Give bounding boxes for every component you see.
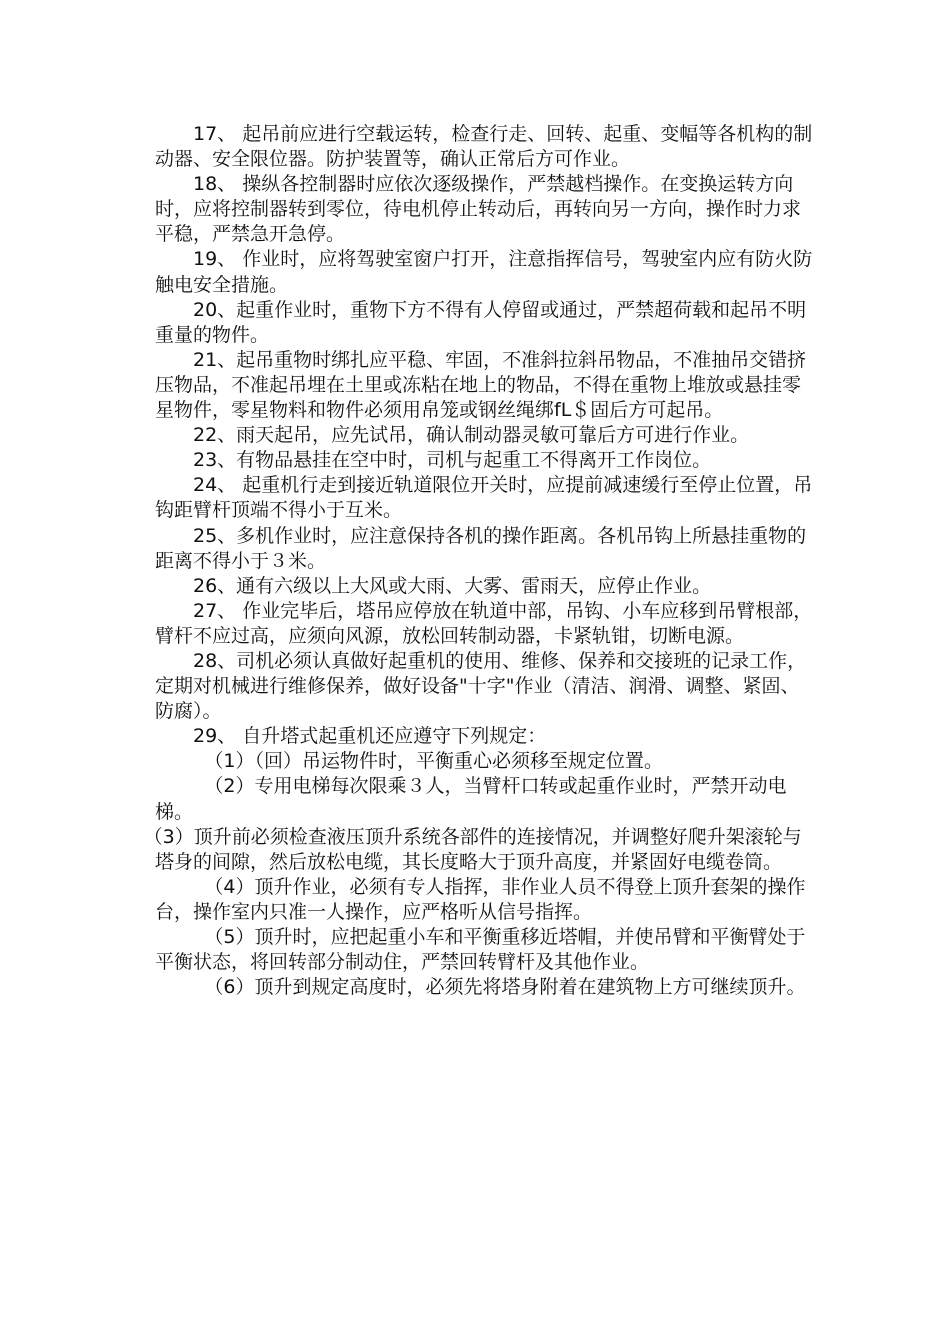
paragraph-29: 29、 自升塔式起重机还应遵守下列规定： (193, 725, 547, 748)
sub-item-1: （1）（回）吊运物件时，平衡重心必须移至规定位置。 (204, 750, 663, 773)
paragraph-25: 25、多机作业时，应注意保持各机的操作距离。各机吊钩上所悬挂重物的距离不得小于３米。 (155, 524, 807, 572)
paragraph-27: 27、 作业完毕后，塔吊应停放在轨道中部，吊钩、小车应移到吊臂根部，臂杆不应过高，应须向风源，放松回转制动器，卡紧轨钳，切断电源。 (155, 599, 813, 647)
paragraph-19: 19、 作业时，应将驾驶室窗户打开，注意指挥信号，驾驶室内应有防火防触电安全措施。 (155, 248, 813, 296)
sub-item-6: （6）顶升到规定高度时，必须先将塔身附着在建筑物上方可继续顶升。 (204, 976, 806, 999)
paragraph-18: 18、 操纵各控制器时应依次逐级操作，严禁越档操作。在变换运转方向时，应将控制器转到零位，待电机停止转动后，再转向另一方向，操作时力求平稳，严禁急开急停。 (155, 173, 802, 246)
paragraph-23: 23、有物品悬挂在空中时，司机与起重工不得离开工作岗位。 (193, 449, 712, 472)
paragraph-20: 20、起重作业时，重物下方不得有人停留或通过，严禁超荷载和起吊不明重量的物件。 (155, 298, 807, 346)
paragraph-17: 17、 起吊前应进行空载运转，检查行走、回转、起重、变幅等各机构的制动器、安全限位器。防护装置等，确认正常后方可作业。 (155, 123, 813, 171)
paragraph-24: 24、 起重机行走到接近轨道限位开关时，应提前减速缓行至停止位置，吊钩距臂杆顶端不得小于互米。 (155, 474, 813, 522)
sub-item-3: （3）顶升前必须检查液压顶升系统各部件的连接情况，并调整好爬升架滚轮与塔身的间隙，然后放松电缆，其长度略大于顶升高度，并紧固好电缆卷筒。 (143, 825, 802, 873)
sub-item-4: （4）顶升作业，必须有专人指挥，非作业人员不得登上顶升套架的操作台，操作室内只准一人操作，应严格听从信号指挥。 (155, 875, 806, 923)
sub-item-2: （2）专用电梯每次限乘３人，当臂杆口转或起重作业时，严禁开动电梯。 (155, 775, 787, 823)
paragraph-28: 28、司机必须认真做好起重机的使用、维修、保养和交接班的记录工作，定期对机械进行维修保养，做好设备"十字"作业（清洁、润滑、调整、紧固、防腐）。 (155, 649, 807, 723)
paragraph-26: 26、通有六级以上大风或大雨、大雾、雷雨天，应停止作业。 (193, 574, 712, 597)
sub-item-5: （5）顶升时，应把起重小车和平衡重移近塔帽，并使吊臂和平衡臂处于平衡状态，将回转部分制动住，严禁回转臂杆及其他作业。 (155, 926, 806, 974)
paragraph-21: 21、起吊重物时绑扎应平稳、牢固，不准斜拉斜吊物品，不准抽吊交错挤压物品，不准起吊埋在土里或冻粘在地上的物品，不得在重物上堆放或悬挂零星物件，零星物料和物件必须用帛笼或钢丝绳绑fL＄固后方可起吊。 (155, 348, 807, 422)
document-body (143, 122, 815, 1000)
paragraph-22: 22、雨天起吊，应先试吊，确认制动器灵敏可靠后方可进行作业。 (193, 424, 750, 447)
